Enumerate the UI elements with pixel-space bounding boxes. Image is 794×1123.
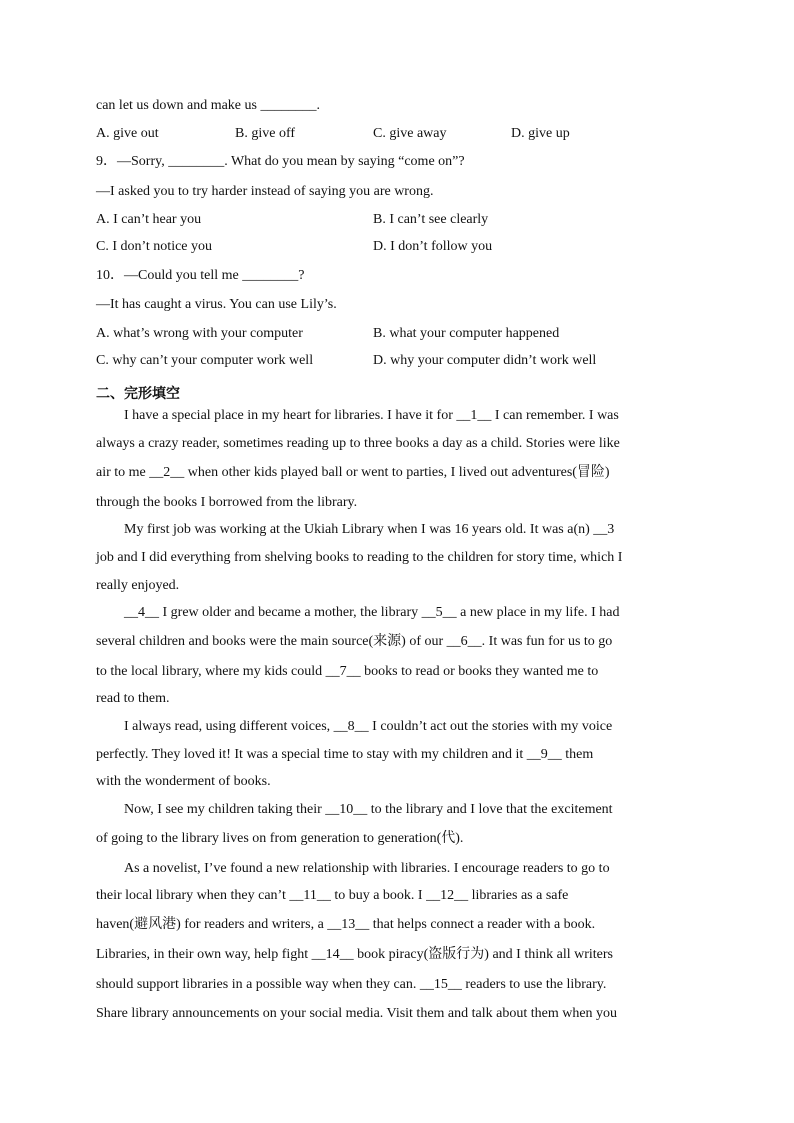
- q8-option-c: C. give away: [373, 126, 447, 141]
- passage-line: I have a special place in my heart for libraries. I have it for __1__ I can remember. I was: [124, 408, 619, 423]
- q10-option-b: B. what your computer happened: [373, 326, 560, 341]
- passage-line: As a novelist, I’ve found a new relationship with libraries. I encourage readers to go to: [124, 861, 610, 876]
- passage-line: really enjoyed.: [96, 578, 180, 593]
- section-title: 二、完形填空: [96, 386, 180, 402]
- q9-option-b: B. I can’t see clearly: [373, 212, 489, 227]
- q8-option-a: A. give out: [96, 126, 159, 141]
- q9-option-c: C. I don’t notice you: [96, 239, 213, 254]
- passage-line: of going to the library lives on from generation to generation(代).: [96, 831, 464, 846]
- passage-line: job and I did everything from shelving books to reading to the children for story time, which I: [96, 550, 623, 565]
- passage-line: to the local library, where my kids could __7__ books to read or books they wanted me to: [96, 664, 599, 679]
- passage-line: haven(避风港) for readers and writers, a __13__ that helps connect a reader with a book.: [96, 917, 596, 932]
- passage-line: should support libraries in a possible way when they can. __15__ readers to use the library.: [96, 977, 607, 992]
- q10-option-a: A. what’s wrong with your computer: [96, 326, 303, 341]
- passage-line: __4__ I grew older and became a mother, the library __5__ a new place in my life. I had: [124, 605, 620, 620]
- passage-line: I always read, using different voices, __8__ I couldn’t act out the stories with my voice: [124, 719, 613, 734]
- passage-line: My first job was working at the Ukiah Library when I was 16 years old. It was a(n) __3: [124, 522, 615, 537]
- q8-stem-tail: can let us down and make us ________.: [96, 98, 320, 113]
- passage-line: always a crazy reader, sometimes reading up to three books a day as a child. Stories were like: [96, 436, 620, 451]
- passage-line: Share library announcements on your social media. Visit them and talk about them when you: [96, 1006, 618, 1021]
- passage-line: with the wonderment of books.: [96, 774, 271, 789]
- q9-stem: 9．—Sorry, ________. What do you mean by saying “come on”?: [96, 154, 465, 169]
- passage-line: Now, I see my children taking their __10__ to the library and I love that the excitement: [124, 802, 613, 817]
- q9-option-d: D. I don’t follow you: [373, 239, 493, 254]
- q10-option-c: C. why can’t your computer work well: [96, 353, 314, 368]
- q8-option-b: B. give off: [235, 126, 296, 141]
- passage-line: air to me __2__ when other kids played ball or went to parties, I lived out adventures(冒险): [96, 465, 610, 480]
- q10-stem: 10．—Could you tell me ________?: [96, 268, 305, 283]
- q8-option-d: D. give up: [511, 126, 570, 141]
- passage-line: Libraries, in their own way, help fight __14__ book piracy(盗版行为) and I think all writers: [96, 947, 613, 962]
- passage-line: through the books I borrowed from the library.: [96, 495, 358, 510]
- passage-line: read to them.: [96, 691, 170, 706]
- passage-line: their local library when they can’t __11__ to buy a book. I __12__ libraries as a safe: [96, 888, 569, 903]
- q9-option-a: A. I can’t hear you: [96, 212, 202, 227]
- q9-reply: —I asked you to try harder instead of saying you are wrong.: [96, 184, 434, 199]
- q10-option-d: D. why your computer didn’t work well: [373, 353, 597, 368]
- q10-reply: —It has caught a virus. You can use Lily’s.: [96, 297, 337, 312]
- passage-line: several children and books were the main source(来源) of our __6__. It was fun for us to go: [96, 634, 613, 649]
- passage-line: perfectly. They loved it! It was a special time to stay with my children and it __9__ them: [96, 747, 594, 762]
